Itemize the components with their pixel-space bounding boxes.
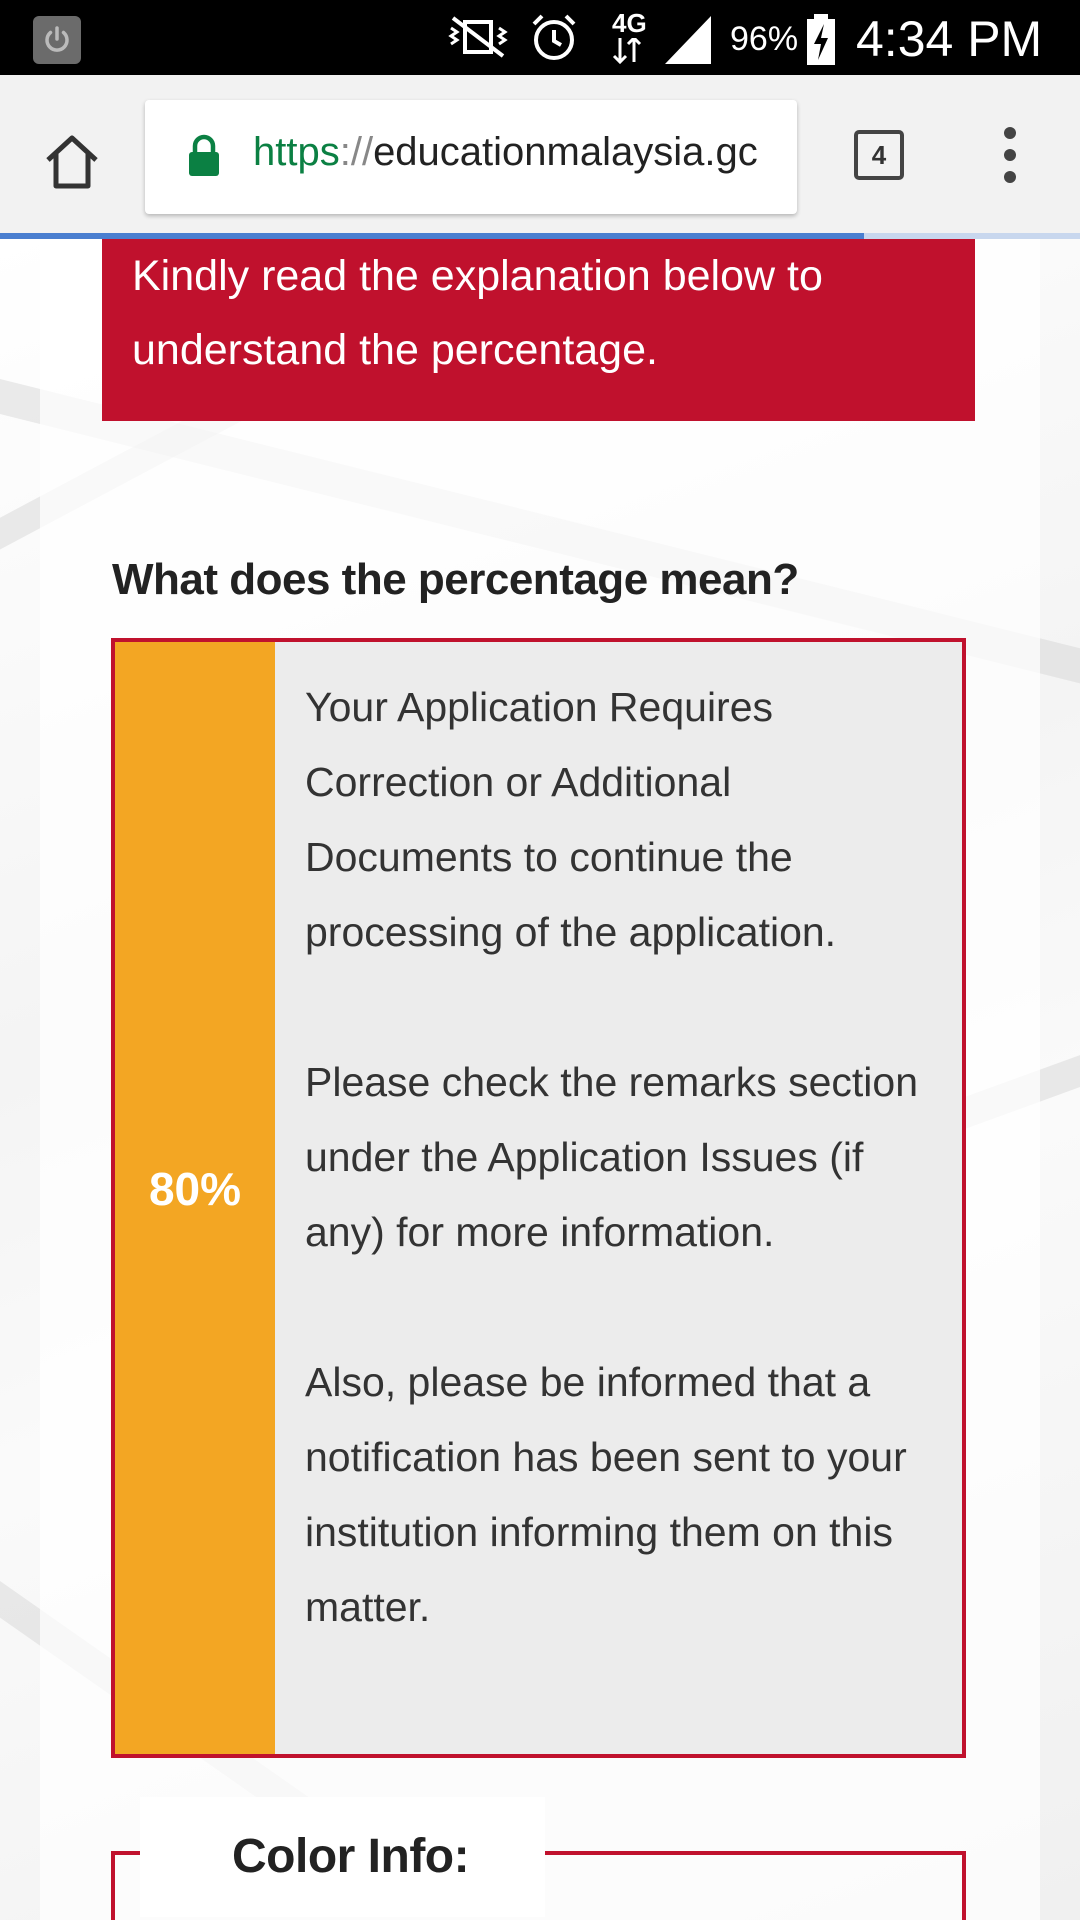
description-paragraph: Your Application Requires Correction or Additional Documents to continue the processing of the application. — [305, 684, 837, 955]
url-scheme: https — [253, 130, 340, 174]
status-card — [111, 638, 966, 1758]
address-bar[interactable] — [145, 100, 797, 214]
alarm-icon — [528, 12, 580, 64]
url-separator: :// — [339, 130, 374, 174]
battery-charging-icon — [806, 14, 836, 66]
signal-icon — [663, 14, 713, 66]
description-paragraph: Also, please be informed that a notification has been sent to your institution informing them on this matter. — [305, 1359, 907, 1630]
section-heading: What does the percentage mean? — [112, 555, 799, 604]
network-type: 4G — [612, 8, 647, 38]
notice-banner — [102, 239, 975, 421]
mute-vibrate-icon — [445, 12, 515, 62]
percentage-column — [115, 642, 275, 1754]
status-description — [305, 670, 945, 1645]
power-icon — [33, 16, 81, 64]
data-arrows-icon — [612, 38, 642, 64]
clock: 4:34 PM — [856, 11, 1043, 67]
battery-percent: 96% — [730, 20, 799, 58]
tab-count: 4 — [871, 140, 887, 170]
notice-text: Kindly read the explanation below to understand the percentage. — [132, 252, 823, 374]
tab-switcher-button[interactable] — [854, 130, 904, 180]
overflow-menu-icon[interactable] — [998, 127, 1022, 187]
color-info-title: Color Info: — [140, 1797, 545, 1917]
web-page — [0, 239, 1080, 1920]
percentage-label: 80% — [148, 1163, 242, 1215]
home-button[interactable] — [40, 130, 104, 194]
url-host: educationmalaysia.gc — [373, 130, 758, 174]
home-icon — [40, 130, 104, 194]
status-bar — [0, 0, 1080, 75]
lock-icon — [187, 134, 221, 178]
url-text[interactable] — [253, 130, 758, 175]
description-paragraph: Please check the remarks section under the Application Issues (if any) for more information. — [305, 1059, 918, 1255]
browser-toolbar — [0, 75, 1080, 235]
